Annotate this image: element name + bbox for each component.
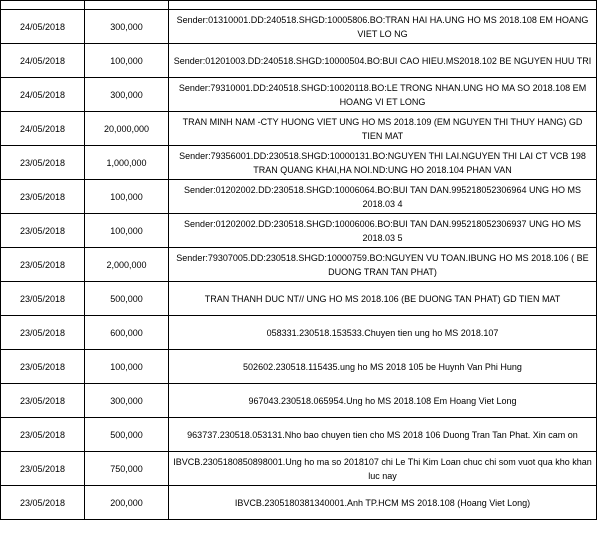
cell-amount [85,1,169,10]
cell-date: 23/05/2018 [1,248,85,282]
table-row [1,316,597,350]
cell-amount: 500,000 [85,282,169,316]
cell-description: 502602.230518.115435.ung ho MS 2018 105 be Huynh Van Phi Hung [169,350,597,384]
cell-description: Sender:01202002.DD:230518.SHGD:10006064.BO:BUI TAN DAN.995218052306964 UNG HO MS 2018.03 4 [169,180,597,214]
table-row [1,112,597,146]
cell-date: 23/05/2018 [1,350,85,384]
table-row [1,146,597,180]
cell-description: TRAN MINH NAM -CTY HUONG VIET UNG HO MS 2018.109 (EM NGUYEN THI THUY HANG) GD TIEN MAT [169,112,597,146]
table-row [1,214,597,248]
cell-date: 23/05/2018 [1,452,85,486]
cell-amount: 600,000 [85,316,169,350]
table-row [1,486,597,520]
transactions-body [1,1,597,520]
cell-description: 058331.230518.153533.Chuyen tien ung ho MS 2018.107 [169,316,597,350]
table-row [1,180,597,214]
cell-amount: 200,000 [85,486,169,520]
cell-description: TRAN THANH DUC NT// UNG HO MS 2018.106 (BE DUONG TAN PHAT) GD TIEN MAT [169,282,597,316]
cell-amount: 100,000 [85,350,169,384]
cell-date: 23/05/2018 [1,384,85,418]
table-row [1,44,597,78]
cell-amount: 100,000 [85,44,169,78]
table-row [1,248,597,282]
cell-date: 23/05/2018 [1,146,85,180]
cell-date: 23/05/2018 [1,316,85,350]
cell-description: Sender:79356001.DD:230518.SHGD:10000131.BO:NGUYEN THI LAI.NGUYEN THI LAI CT VCB 198 TRAN QUANG KHAI,HA NOI.ND:UNG HO 2018.104 PHAN VAN [169,146,597,180]
cell-description: Sender:79310001.DD:240518.SHGD:10020118.BO:LE TRONG NHAN.UNG HO MA SO 2018.108 EM HOANG VI ET LONG [169,78,597,112]
cell-description: IBVCB.2305180381340001.Anh TP.HCM MS 2018.108 (Hoang Viet Long) [169,486,597,520]
cell-date: 23/05/2018 [1,180,85,214]
table-row [1,10,597,44]
cell-amount: 500,000 [85,418,169,452]
cell-description: Sender:79307005.DD:230518.SHGD:10000759.BO:NGUYEN VU TOAN.IBUNG HO MS 2018.106 ( BE DUONG TRAN TAN PHAT) [169,248,597,282]
cell-amount: 1,000,000 [85,146,169,180]
cell-amount: 100,000 [85,214,169,248]
table-row [1,452,597,486]
cell-amount: 300,000 [85,384,169,418]
cell-amount: 750,000 [85,452,169,486]
cell-date: 23/05/2018 [1,214,85,248]
cell-date: 23/05/2018 [1,486,85,520]
cell-date [1,1,85,10]
table-row [1,282,597,316]
cell-amount: 2,000,000 [85,248,169,282]
cell-description: 967043.230518.065954.Ung ho MS 2018.108 Em Hoang Viet Long [169,384,597,418]
cell-amount: 100,000 [85,180,169,214]
cell-description [169,1,597,10]
cell-date: 24/05/2018 [1,78,85,112]
cell-amount: 300,000 [85,10,169,44]
cell-description: 963737.230518.053131.Nho bao chuyen tien cho MS 2018 106 Duong Tran Tan Phat. Xin cam on [169,418,597,452]
cell-description: Sender:01310001.DD:240518.SHGD:10005806.BO:TRAN HAI HA.UNG HO MS 2018.108 EM HOANG VIET LO NG [169,10,597,44]
cell-description: Sender:01202002.DD:230518.SHGD:10006006.BO:BUI TAN DAN.995218052306937 UNG HO MS 2018.03 5 [169,214,597,248]
table-row [1,418,597,452]
table-row [1,350,597,384]
cell-date: 23/05/2018 [1,418,85,452]
cell-date: 23/05/2018 [1,282,85,316]
cell-description: Sender:01201003.DD:240518.SHGD:10000504.BO:BUI CAO HIEU.MS2018.102 BE NGUYEN HUU TRI [169,44,597,78]
cell-description: IBVCB.2305180850898001.Ung ho ma so 2018107 chi Le Thi Kim Loan chuc chi som vuot qua kho khan luc nay [169,452,597,486]
cell-date: 24/05/2018 [1,112,85,146]
cell-date: 24/05/2018 [1,44,85,78]
table-row [1,78,597,112]
table-row [1,384,597,418]
cell-date: 24/05/2018 [1,10,85,44]
cell-amount: 300,000 [85,78,169,112]
table-row-partial [1,1,597,10]
cell-amount: 20,000,000 [85,112,169,146]
